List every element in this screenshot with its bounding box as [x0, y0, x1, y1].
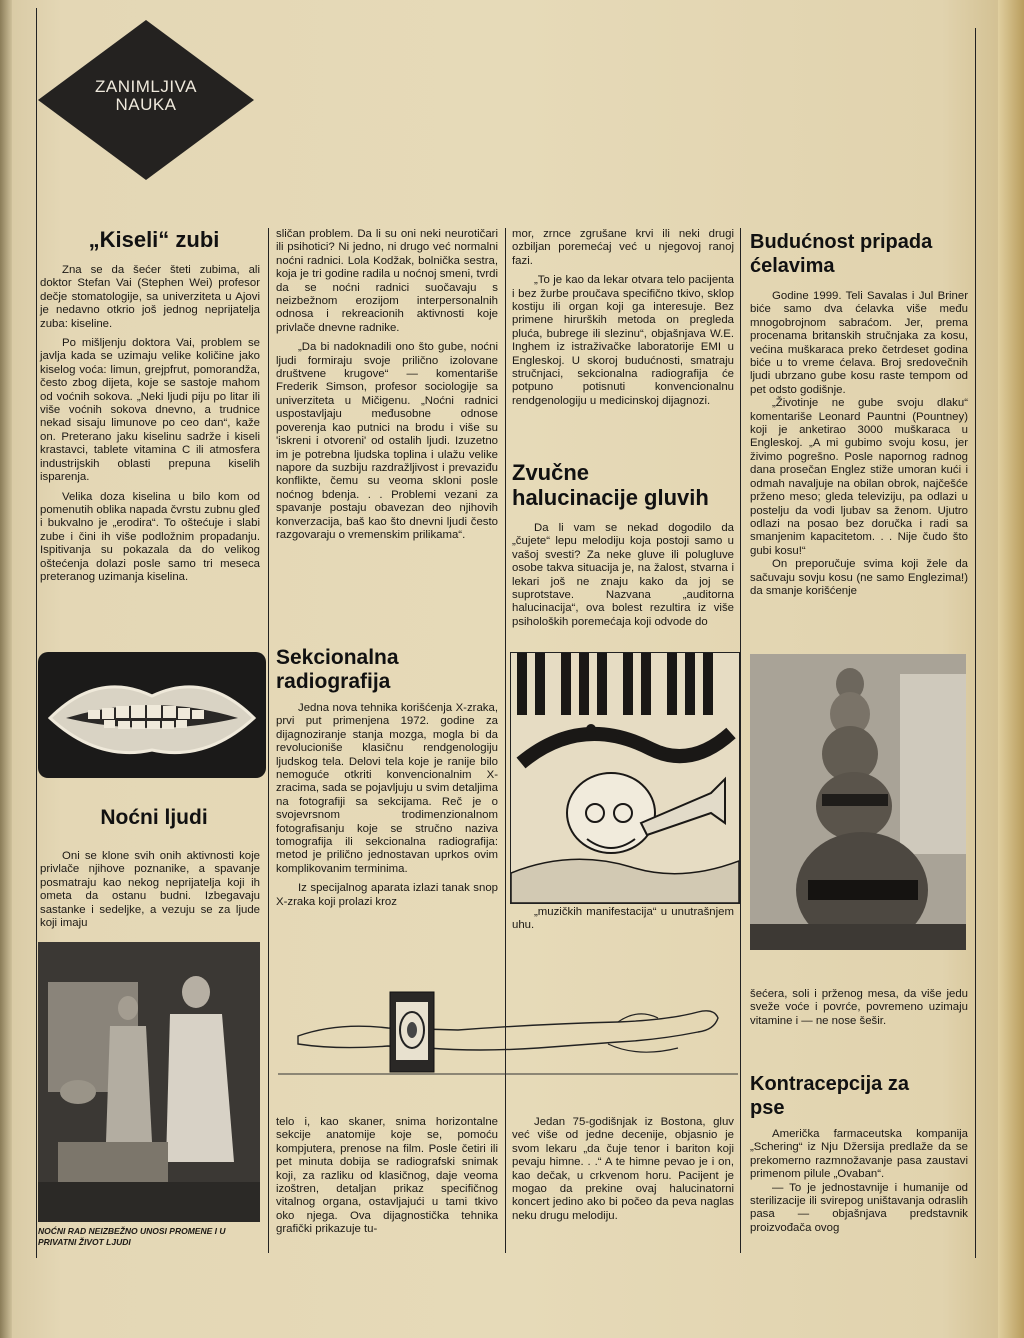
piano-man-illustration	[510, 652, 740, 904]
photo-caption: NOĆNI RAD NEIZBEŽNO UNOSI PROMENE I U PRIVATNI ŽIVOT LJUDI	[38, 1226, 226, 1247]
badge-line-1: ZANIMLJIVA	[95, 77, 197, 96]
nocni-article-part2	[276, 228, 498, 542]
nocni-p2: sličan problem. Da li su oni neki neurotičari ili psihotici? Ni jedno, ni drugo već normalni noćni radnici. Lola Kodžak, bolnička sestra, koja je tri godine radila u noćnoj smeni, tvrdi da se noćni radnici suočavaju s neizbežnom erozijom interpersonalnih odnosa i rekreacionih aktivnosti koje privlače dnevne radnike.	[276, 228, 498, 334]
nocni-p3: „Da bi nadoknadili ono što gube, noćni ljudi formiraju svoje prilično izolovane društvene krugove“ — komentariše Frederik Simson, profesor sociologije sa univerziteta u Mičigenu. „Noćni radnici uspostavljaju međusobne odnose poverenja kao putnici na brodu i više su 'iskreni i otvoreni' od ostalih ljudi. Izuzetno im je potrebna ljudska toplina i ulažu velike napore da suzbiju razdražljivost i prevaziđu konflikte, čemu su veoma skloni posle noćnog bdenja. . . Problemi vezani za spavanje postaju obavezan deo njihovih konverzacija, baš kao što dnevni ljudi često razgovaraju o vremenskim prilikama“.	[276, 341, 498, 541]
zvucne-article-part1	[512, 522, 734, 629]
section-badge	[38, 20, 254, 180]
sekcionalna-p5: „To je kao da lekar otvara telo pacijenta i bez žurbe proučava specifično tkivo, sklop kostiju ili organ koji ga interesuje. Bez primene hirurških metoda on pregleda pluća, bubrege ili slezinu“, objašnjava W.E. Inghem iz istraživačke laboratorije EMI u Engleskoj. U skorој budućnosti, smatraju stručnjaci, sekcionalna radiografija će potpuno potisnuti konvencionalnu rendgenologiju u medicinskoj dijagnozi.	[512, 274, 734, 407]
kontracepcija-title	[750, 1072, 974, 1120]
bald-men-photo	[750, 654, 966, 950]
kiseli-article	[40, 264, 260, 584]
nocni-p1: Oni se klone svih onih aktivnosti koje privlače njihove poznanike, a spavanje posmatraju kao nekog neprijatelja koji ih ometa da ostanu budni. Izbegavaju sastanke i sedeljke, a vezuju se za ljude koji imaju	[40, 850, 260, 930]
lab-photo	[38, 942, 260, 1222]
bald-heads-illustration	[750, 654, 966, 950]
buducnost-p2: „Životinje ne gube svoju dlaku“ komentariše Leonard Pauntni (Pountney) koji je anketirao 3000 muškaraca u Engleskoj. „A mi gubimo svoju kosu, jer živimo pogrešno. Posle napornog radnog dana prosečan Englez stiže umoran kući i odmah navaljuje na obilan obrok, najčešće prženo meso; gleda televiziju, pa odlazi u postelju da vodi ljubav sa ženom. Ujutro odlazi na posao bez doručka i radi sa smanjenim kapacitetom. . . Nije čudo što gubi kosu!“	[750, 397, 968, 557]
zvucne-title	[512, 460, 740, 510]
buducnost-p1: Godine 1999. Teli Savalas i Jul Briner biće samo dva ćelavka više među mnogobrojnom sabraćom. Jer, prema procenama britanskih stručnjaka za kosu, većina muškaraca preko četrdeset godina biće u to vreme ćelava. Broj sredovečnih ljudi ubrzano gube kosu raste tempom od pet odsto godišnje.	[750, 290, 968, 396]
zvucne-article-part3	[512, 1116, 734, 1223]
zvucne-title-line1: Zvučne	[512, 460, 590, 485]
kiseli-p1: Zna se da šećer šteti zubima, ali doktor Stefan Vai (Stephen Wei) profesor dečje stomatologije, sa univerziteta u Ajovi je nedavno otkrio još jednog neprijatelja zuba: kiseline.	[40, 264, 260, 330]
kontracepcija-title-line1: Kontracepcija za	[750, 1073, 909, 1095]
kiseli-p3: Velika doza kiselina u bilo kom od pomenutih oblika napada čvrstu zubnu gleđ i bukvalno je „erodira“. To oštećuje i slabi zube i čini ih više podložnim propadanju. Ispitivanja su pokazala da do velikog oštećenja dolazi posle samo tri meseca preteranog uzimanja kiselina.	[40, 490, 260, 583]
zvucne-p1: Da li vam se nekad dogodilo da „čujete“ lepu melodiju koja postoji samo u vašoj svesti? Za neke gluve ili polugluve osobe takva situacija je, na žalost, stvarna i lekari još ne znaju kako da joj se suprotstave. Nazvana „auditorna halucinacija“, ova bolest rezultira iz više psiholoških poremećaja koji odvode do	[512, 522, 734, 628]
badge-line-2: NAUKA	[115, 95, 177, 114]
buducnost-title	[750, 230, 974, 278]
lab-workers-illustration	[38, 942, 260, 1222]
kiseli-title: „Kiseli“ zubi	[88, 227, 220, 252]
musician-drawing	[511, 653, 739, 903]
buducnost-article-part1	[750, 290, 968, 598]
zvucne-p3: Jedan 75-godišnjak iz Bostona, gluv već više od jedne decenije, objasnio je svom lekaru „da čuje tenor i bariton koji pevaju himne. . .“ A te himne pevao je i on, kao dečak, u crkvenom horu. Pacijent je mogao da prekine ovaj halucinatorni koncert jedino ako bi počeo da peva naglas neku drugu melodiju.	[512, 1116, 734, 1222]
zvucne-article-part2	[512, 906, 734, 933]
body-scan-illustration	[278, 978, 738, 1086]
zvucne-title-line2: halucinacije gluvih	[512, 485, 709, 510]
column-rule	[268, 228, 269, 1253]
kontracepcija-p1: Američka farmaceutska kompanija „Schering“ iz Nju Džersija predlaže da se prekomerno razmnožavanje pasa zaustavi primenom pilule „Ovaban“.	[750, 1128, 968, 1181]
sekcionalna-p3: telo i, kao skaner, snima horizontalne sekcije anatomije koje se, pomoću kompjutera, prenose na film. Posle četiri ili pet minuta dobija se radiografski snimak koji, za razliku od klasičnog, daje veoma izoštren, detaljan prikaz specifičnog vitalnog organa, ostavljajući u tami tkivo oko njega. Ova dijagnostička tehnika grafički prikazuje tu-	[276, 1116, 498, 1236]
column-rule	[740, 228, 741, 1253]
buducnost-title-line1: Budućnost pripada	[750, 231, 933, 253]
sekcionalna-title-line1: Sekcionalna	[276, 646, 399, 669]
page-gutter-shadow	[0, 0, 12, 1338]
sekcionalna-article-part3	[512, 228, 734, 408]
buducnost-p4: šećera, soli i prženog mesa, da više jedu sveže voće i povrće, povremeno uzimaju vitamine i — ne nose šešir.	[750, 988, 968, 1027]
sekcionalna-article-part1	[276, 702, 498, 909]
nocni-title: Noćni ljudi	[100, 806, 208, 829]
sekcionalna-p1: Jedna nova tehnika korišćenja X-zraka, prvi put primenjena 1972. godine za dijagnoziranje stanja mozga, mogla bi da revolucioniše klasičnu rendgenologiju ljudskog tela. Delovi tela koje je ranije bilo nemoguće otkriti konvencionalnim X-zracima, sada se pojavljuju u svim detaljima na fotografiji sa sekcijama. Reč je o svojevrsnom trodimenzionalnom fotografisanju koje se stručno naziva tomografija ili sekcionalna radiografija: metod je prilično jednostavan uprkos ovim komplikovanim terminima.	[276, 702, 498, 875]
column-rule	[505, 228, 506, 1253]
kontracepcija-article	[750, 1128, 968, 1235]
kontracepcija-title-line2: pse	[750, 1097, 785, 1119]
kontracepcija-p2: — To je jednostavnije i humanije od sterilizacije ili svirepog uništavanja odraslih pasa — objašnjava predstavnik proizvođača ovog	[750, 1181, 968, 1234]
kiseli-p2: Po mišljenju doktora Vai, problem se javlja kada se uzimaju velike količine jako kiselog voća: limun, grejpfrut, pomorandža, često zbog dijeta, koje se sastoje mahom od voćnih sokova. „Neki ljudi piju po litar ili više voćnih sokova dnevno, a trudnice nekad sisaju limunove po ceo dan“, kaže on. Preterano jaku kiselinu sadrže i kiseli krastavci, tablete vitamina C ili atmosfera industrijskih oblasti prepuna kiselih isparenja.	[40, 337, 260, 484]
column-rule	[36, 8, 37, 1258]
zvucne-p2: „muzičkih manifestacija“ u unutrašnjem uhu.	[512, 906, 734, 932]
sekcionalna-article-part2	[276, 1116, 498, 1237]
page-edge	[998, 0, 1024, 1338]
buducnost-p3: On preporučuje svima koji žele da sačuvaju sovju kosu (ne samo Englezima!) da smanje korišćenje	[750, 558, 968, 597]
sekcionalna-p4: mor, zrnce zgrušane krvi ili neki drugi ozbiljan poremećaj već u njegovoj ranoj fazi.	[512, 228, 734, 267]
nocni-article-part1	[40, 850, 260, 930]
buducnost-title-line2: ćelavima	[750, 255, 835, 277]
lips-icon	[38, 652, 266, 778]
sekcionalna-title	[276, 646, 498, 694]
scanner-figure	[278, 978, 738, 1086]
buducnost-article-part2	[750, 988, 968, 1028]
sekcionalna-title-line2: radiografija	[276, 670, 391, 693]
sekcionalna-p2: Iz specijalnog aparata izlazi tanak snop X-zraka koji prolazi kroz	[276, 882, 498, 908]
teeth-illustration	[38, 652, 266, 778]
column-rule	[975, 28, 976, 1258]
